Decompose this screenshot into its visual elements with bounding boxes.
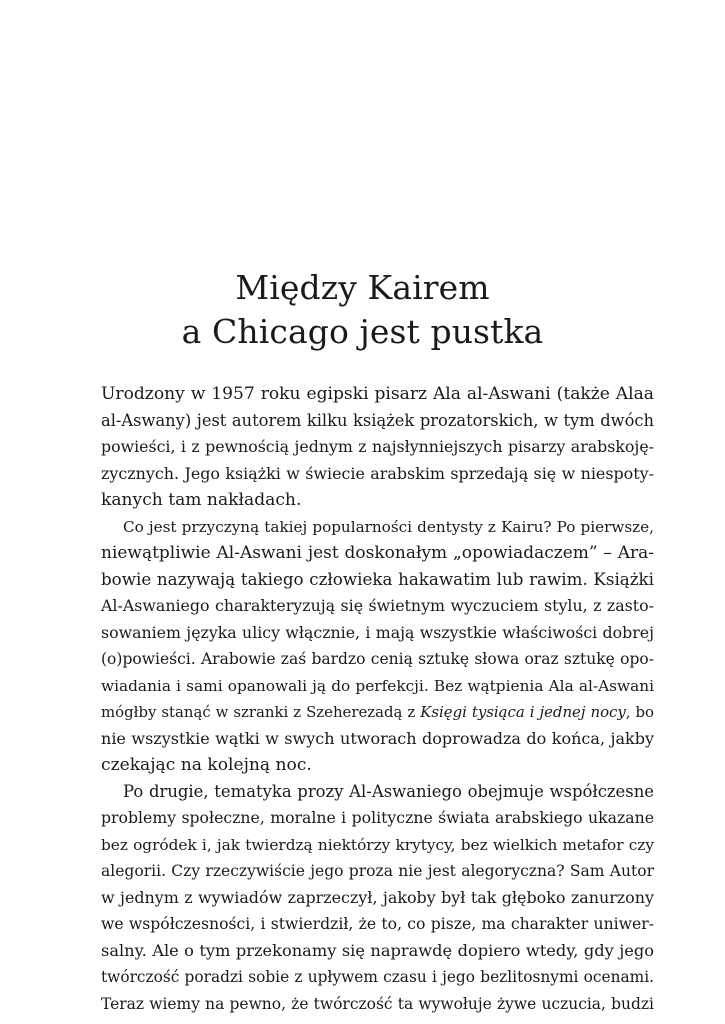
text-line: Co jest przyczyną takiej popularności dentysty z Kairu? Po pierwsze, — [123, 517, 654, 536]
text-line: salny. Ale o tym przekonamy się naprawdę dopiero wtedy, gdy jego — [101, 940, 654, 960]
body-text — [101, 381, 654, 1017]
chapter-title — [0, 266, 725, 354]
text-line-with-book-title — [101, 699, 654, 726]
text-line: zycznych. Jego książki w świecie arabskim sprzedają się w niespoty- — [101, 463, 654, 483]
text-segment: , bo — [625, 703, 654, 721]
text-line: Urodzony w 1957 roku egipski pisarz Ala al-Aswani (także Alaa — [101, 384, 654, 404]
text-line: Po drugie, tematyka prozy Al-Aswaniego obejmuje współczesne — [123, 781, 654, 801]
text-line: bowie nazywają takiego człowieka hakawatim lub rawim. Książki — [101, 569, 654, 589]
text-line: Teraz wiemy na pewno, że twórczość ta wywołuje żywe uczucia, budzi — [101, 994, 654, 1013]
text-line: twórczość poradzi sobie z upływem czasu i jego bezlitosnymi ocenami. — [101, 968, 654, 986]
text-line: kanych tam nakładach. — [101, 490, 302, 510]
text-line: problemy społeczne, moralne i polityczne świata arabskiego ukazane — [101, 808, 654, 827]
text-line: wiadania i sami opanowali ją do perfekcji. Bez wątpienia Ala al-Aswani — [101, 676, 654, 695]
text-line: nie wszystkie wątki w swych utworach doprowadza do końca, jakby — [101, 728, 654, 748]
text-line: w jednym z wywiadów zaprzeczył, jakoby był tak głęboko zanurzony — [101, 887, 654, 907]
text-segment: mógłby stanąć w szranki z Szeherezadą z — [101, 703, 421, 721]
text-line: we współczesności, i stwierdził, że to, co pisze, ma charakter uniwer- — [101, 914, 654, 933]
text-line: al-Aswany) jest autorem kilku książek prozatorskich, w tym dwóch — [101, 410, 654, 430]
chapter-title-line-1: Między Kairem — [235, 268, 490, 307]
text-line: czekając na kolejną noc. — [101, 755, 312, 775]
text-line: powieści, i z pewnością jednym z najsłynniejszych pisarzy arabskoję- — [101, 437, 654, 456]
text-line: (o)powieści. Arabowie zaś bardzo cenią sztukę słowa oraz sztukę opo- — [101, 650, 654, 668]
text-line: alegorii. Czy rzeczywiście jego proza nie jest alegoryczna? Sam Autor — [101, 862, 654, 880]
text-line: niewątpliwie Al-Aswani jest doskonałym „opowiadaczem” – Ara- — [101, 543, 654, 563]
text-line: sowaniem języka ulicy włącznie, i mają wszystkie właściwości dobrej — [101, 622, 654, 642]
text-line: Al-Aswaniego charakteryzują się świetnym wyczuciem stylu, z zasto- — [101, 596, 654, 615]
paragraph-2 — [101, 514, 654, 779]
text-line: bez ogródek i, jak twierdzą niektórzy krytycy, bez wielkich metafor czy — [101, 835, 654, 854]
paragraph-1 — [101, 381, 654, 514]
chapter-title-line-2: a Chicago jest pustka — [181, 312, 544, 351]
paragraph-3 — [101, 779, 654, 1018]
book-title: Księgi tysiąca i jednej nocy — [420, 703, 626, 721]
